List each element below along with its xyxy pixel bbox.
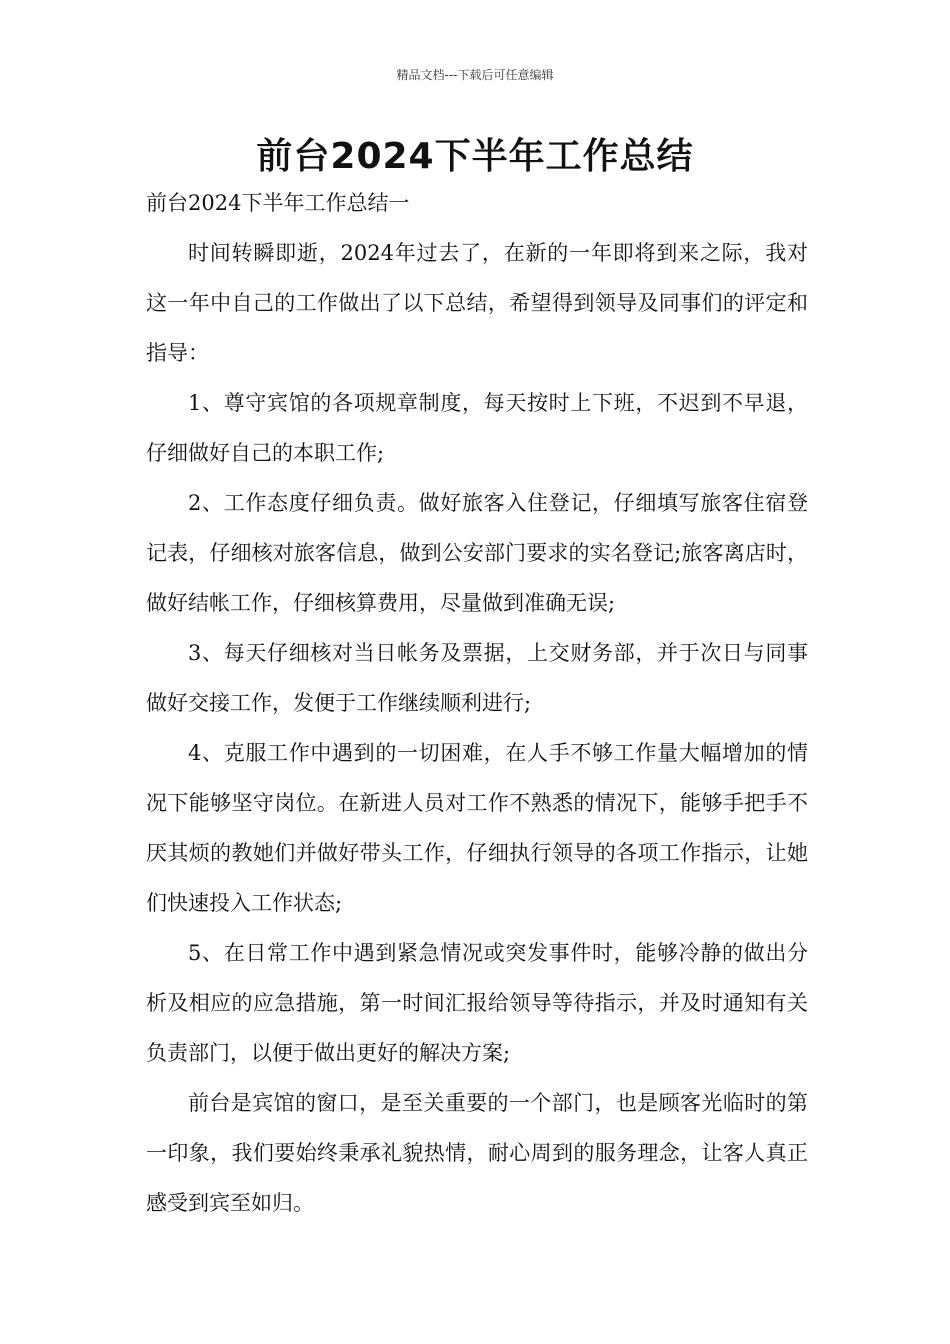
paragraph-item-1: 1、尊守宾馆的各项规章制度，每天按时上下班，不迟到不早退，仔细做好自己的本职工作; [146,391,808,465]
paragraph-item-2: 2、工作态度仔细负责。做好旅客入住登记，仔细填写旅客住宿登记表，仔细核对旅客信息，做到公安部门要求的实名登记;旅客离店时，做好结帐工作，仔细核算费用，尽量做到准确无误; [146,491,808,615]
paragraph-closing: 前台是宾馆的窗口，是至关重要的一个部门，也是顾客光临时的第一印象，我们要始终秉承礼貌热情，耐心周到的服务理念，让客人真正感受到宾至如归。 [146,1091,808,1215]
document-subtitle: 前台2024下半年工作总结一 [146,191,410,215]
paragraph-intro: 时间转瞬即逝，2024年过去了，在新的一年即将到来之际，我对这一年中自己的工作做出了以下总结，希望得到领导及同事们的评定和指导： [146,241,808,365]
document-body [146,178,808,1228]
paragraph-item-3: 3、每天仔细核对当日帐务及票据，上交财务部，并于次日与同事做好交接工作，发便于工作继续顺利进行; [146,641,808,715]
paragraph-item-5: 5、在日常工作中遇到紧急情况或突发事件时，能够冷静的做出分析及相应的应急措施，第一时间汇报给领导等待指示，并及时通知有关负责部门，以便于做出更好的解决方案; [146,941,808,1065]
page-header: 精品文档---下载后可任意编辑 [396,68,554,82]
paragraph-item-4: 4、克服工作中遇到的一切困难，在人手不够工作量大幅增加的情况下能够坚守岗位。在新进人员对工作不熟悉的情况下，能够手把手不厌其烦的教她们并做好带头工作，仔细执行领导的各项工作指示，让她们快速投入工作状态; [146,741,808,915]
document-title: 前台2024下半年工作总结 [256,136,694,177]
